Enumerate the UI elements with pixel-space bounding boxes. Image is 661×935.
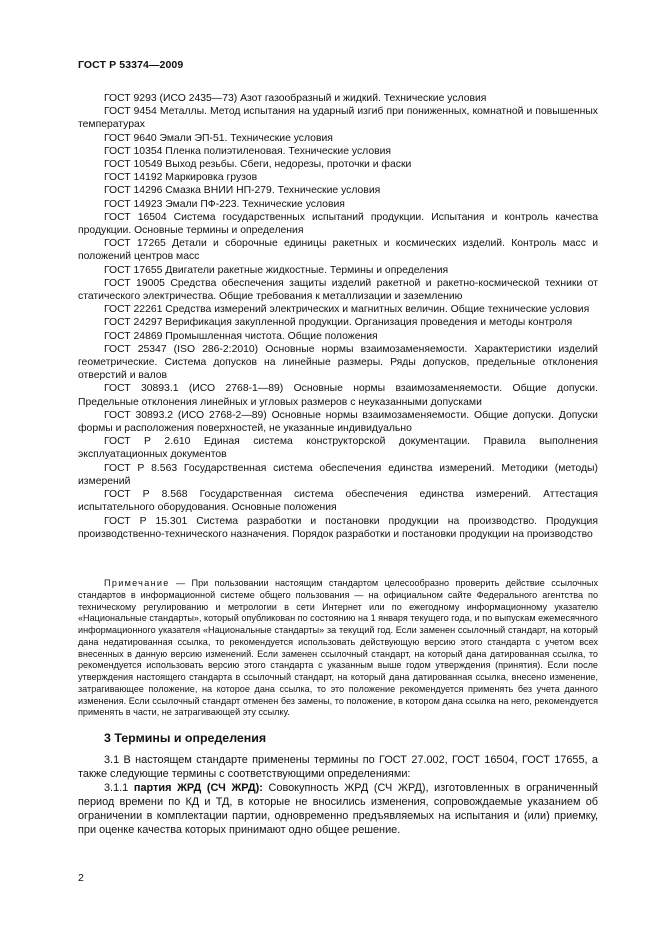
- reference-item: ГОСТ 16504 Система государственных испытаний продукции. Испытания и контроль качества продукции. Основные термины и определения: [78, 211, 598, 237]
- section-paragraph: 3.1 В настоящем стандарте применены термины по ГОСТ 27.002, ГОСТ 16504, ГОСТ 17655, а также следующие термины с соответствующими определениями:: [78, 754, 598, 780]
- reference-item: ГОСТ 17655 Двигатели ракетные жидкостные. Термины и определения: [104, 264, 449, 276]
- term-number: 3.1.1: [104, 782, 134, 794]
- reference-item: ГОСТ Р 2.610 Единая система конструкторской документации. Правила выполнения эксплуатационных документов: [78, 436, 598, 461]
- section-title: 3 Термины и определения: [104, 731, 267, 745]
- reference-item: ГОСТ 14192 Маркировка грузов: [104, 172, 258, 184]
- note-text: — При пользовании настоящим стандартом целесообразно проверить действие ссылочных стандартов в информационной системе общего пользования — на официальном сайте Федерального агентства по техническому регулированию и метрологии в сети Интернет или по ежегодному информационному указателю «Национальные стандарты», который опубликован по состоянию на 1 января текущего года, и по выпускам ежемесячного информационного указателя «Национальные стандарты» за текущий год. Если заменен ссылочный стандарт, на который дана недатированная ссылка, то рекомендуется использовать действующую версию этого стандарта с учетом всех внесенных в данную версию изменений. Если заменен ссылочный стандарт, на который дана датированная ссылка, то рекомендуется использовать версию этого стандарта с указанным выше годом утверждения (принятия). Если после утверждения настоящего стандарта в ссылочный стандарт, на который дана датированная ссылка, внесено изменение, затрагивающее положение, на которое дана ссылка, то это положение рекомендуется применять без учета данного изменения. Если ссылочный стандарт отменен без замены, то положение, в котором дана ссылка на него, рекомендуется применять в части, не затрагивающей эту ссылку.: [78, 578, 598, 718]
- note-paragraph: [78, 578, 598, 719]
- reference-item: ГОСТ 9640 Эмали ЭП-51. Технические условия: [104, 132, 333, 144]
- reference-item: ГОСТ 14923 Эмали ПФ-223. Технические условия: [104, 198, 345, 210]
- reference-item: ГОСТ 17265 Детали и сборочные единицы ракетных и космических изделий. Контроль масс и положений центров масс: [78, 238, 598, 263]
- section-terms: [78, 731, 598, 837]
- term-definition-text: Совокупность ЖРД (СЧ ЖРД), изготовленных в ограниченный период времени по КД и ТД, в которые не вносились изменения, сопровождаемые указанием об ограничении в комплектации партии, одновременно предъявляемых на испытания и (или) приемку, при оценке качества которых принимают одно общее решение.: [78, 782, 598, 836]
- note-block: [78, 578, 598, 719]
- reference-item: ГОСТ 30893.1 (ИСО 2768-1—89) Основные нормы взаимозаменяемости. Общие допуски. Предельные отклонения линейных и угловых размеров с неуказанными допусками: [78, 383, 598, 408]
- reference-item: ГОСТ 30893.2 (ИСО 2768-2—89) Основные нормы взаимозаменяемости. Общие допуски. Допуски формы и расположения поверхностей, не указанные индивидуально: [78, 409, 598, 435]
- reference-item: ГОСТ 25347 (ISO 286-2:2010) Основные нормы взаимозаменяемости. Характеристики изделий геометрические. Система допусков на линейные размеры. Ряды допусков, предельные отклонения отверстий и валов: [78, 343, 598, 382]
- reference-item: ГОСТ 10354 Пленка полиэтиленовая. Технические условия: [104, 145, 392, 157]
- reference-item: ГОСТ 24297 Верификация закупленной продукции. Организация проведения и методы контроля: [104, 317, 573, 329]
- reference-item: ГОСТ Р 8.563 Государственная система обеспечения единства измерений. Методики (методы) измерений: [78, 462, 598, 487]
- reference-item: ГОСТ 10549 Выход резьбы. Сбеги, недорезы, проточки и фаски: [104, 159, 412, 171]
- reference-item: ГОСТ 24869 Промышленная чистота. Общие положения: [104, 330, 378, 342]
- reference-item: ГОСТ 22261 Средства измерений электрических и магнитных величин. Общие технические условия: [104, 304, 590, 316]
- reference-item: ГОСТ 9454 Металлы. Метод испытания на ударный изгиб при пониженных, комнатной и повышенных температурах: [78, 106, 598, 131]
- term-definition: [78, 781, 598, 837]
- normative-references-list: [78, 92, 598, 541]
- term-name: партия ЖРД (СЧ ЖРД):: [133, 782, 263, 794]
- page-number: 2: [78, 872, 84, 884]
- document-header: ГОСТ Р 53374—2009: [78, 59, 184, 71]
- reference-item: ГОСТ 14296 Смазка ВНИИ НП-279. Технические условия: [104, 185, 381, 197]
- reference-item: ГОСТ 9293 (ИСО 2435—73) Азот газообразный и жидкий. Технические условия: [104, 93, 487, 104]
- reference-item: ГОСТ 19005 Средства обеспечения защиты изделий ракетной и ракетно-космической техники от статического электричества. Общие требования к металлизации и заземлению: [78, 277, 598, 303]
- reference-item: ГОСТ Р 15.301 Система разработки и постановки продукции на производство. Продукция производственно-технического назначения. Порядок разработки и постановки продукции на производство: [78, 515, 598, 540]
- reference-item: ГОСТ Р 8.568 Государственная система обеспечения единства измерений. Аттестация испытательного оборудования. Основные положения: [78, 489, 598, 514]
- note-label: Примечание: [104, 578, 170, 588]
